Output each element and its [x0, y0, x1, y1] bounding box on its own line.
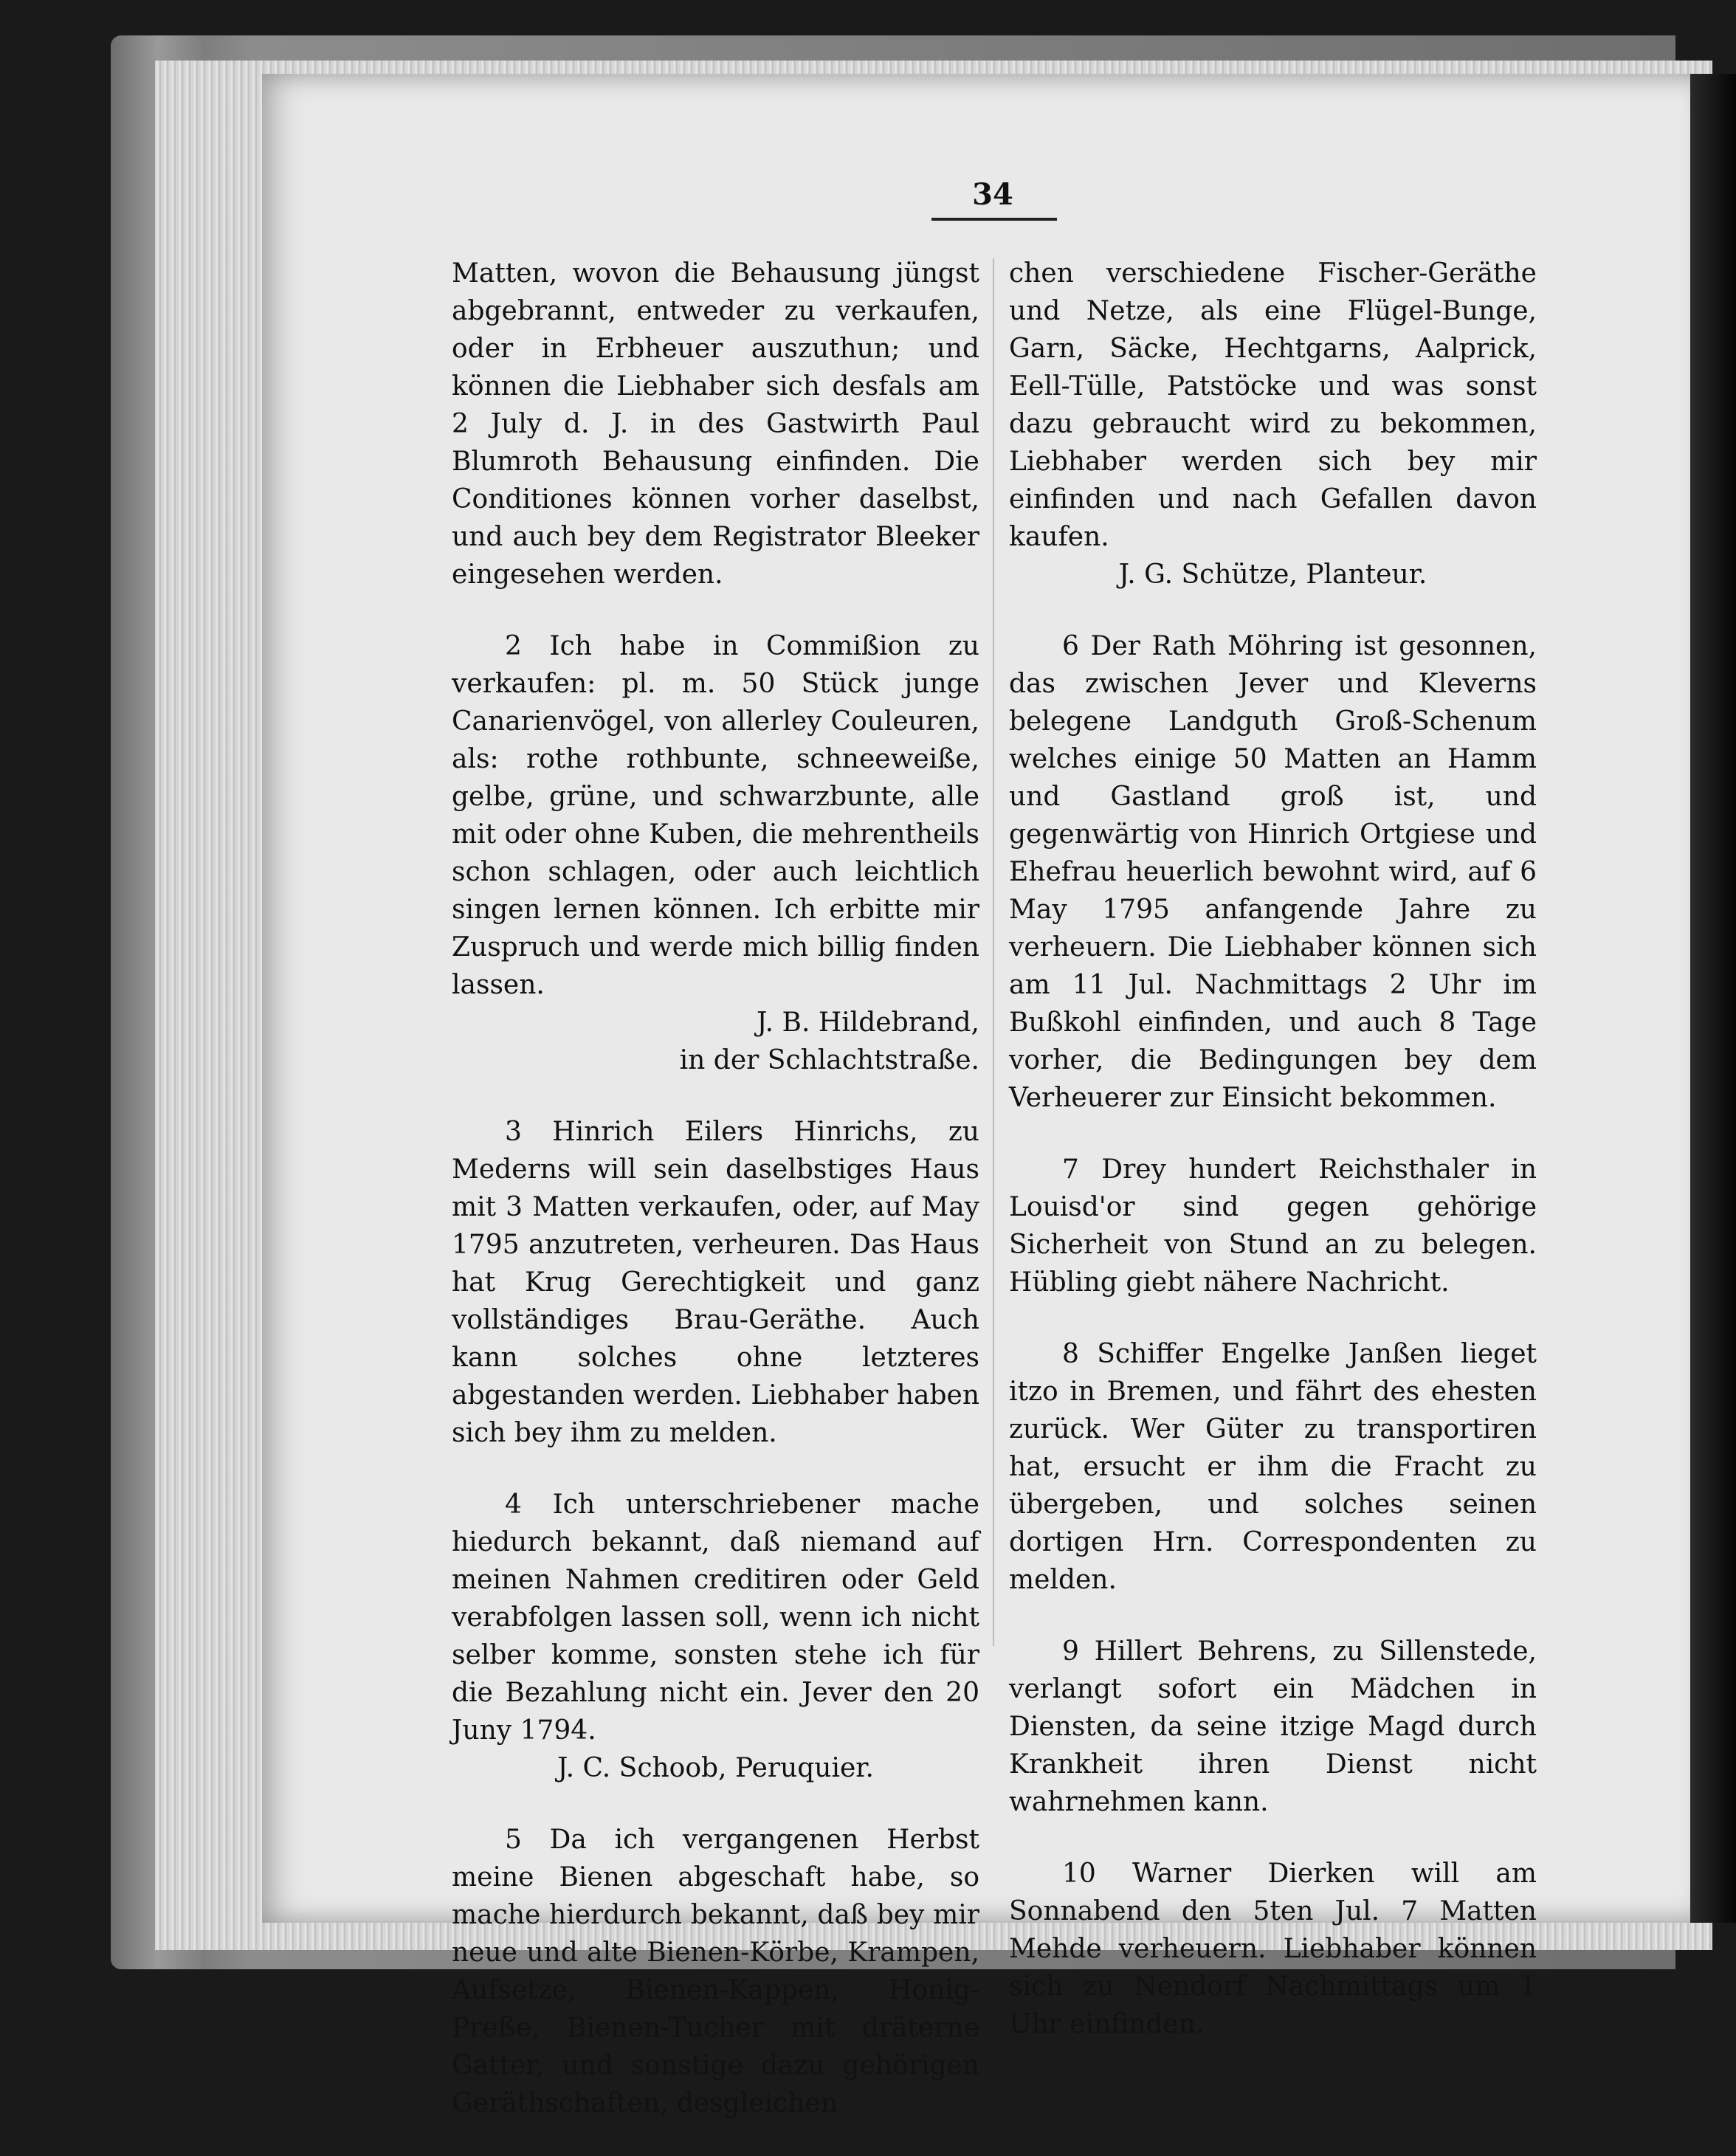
notice-5-continuation: chen verschiedene Fischer-Geräthe und Netze, als eine Flügel-Bunge, Garn, Säcke, Hechtgarns, Aalprick, Eell-Tülle, Patstöcke und was sonst dazu gebraucht wird zu bekommen, Liebhaber werden sich bey mir einfinden und nach Gefallen davon kaufen.: [1009, 258, 1537, 552]
notice-5-signature: J. G. Schütze, Planteur.: [1118, 559, 1427, 590]
notice-7: 7 Drey hundert Reichsthaler in Louisd'or sind gegen gehörige Sicherheit von Stund an zu belegen. Hübling giebt nähere Nachricht.: [1009, 1154, 1537, 1298]
notice-8: 8 Schiffer Engelke Janßen lieget itzo in Bremen, und fährt des ehesten zurück. Wer Güter zu transportiren hat, ersucht er ihm die Fracht zu übergeben, und solches seinen dortigen Hrn. Correspondenten zu melden.: [1009, 1339, 1537, 1595]
column-divider: [993, 258, 994, 1646]
header-rule: [931, 218, 1057, 221]
signature-address: in der Schlachtstraße.: [679, 1045, 979, 1075]
left-column: [452, 255, 979, 2156]
signature-name: J. B. Hildebrand,: [756, 1008, 979, 1038]
notice-2: 2 Ich habe in Commißion zu verkaufen: pl. m. 50 Stück junge Canarienvögel, von allerley Couleuren, als: rothe rothbunte, schneeweiße, gelbe, grüne, und schwarzbunte, alle mit oder ohne Kuben, die mehrentheils schon schlagen, oder auch leichtlich singen lernen können. Ich erbitte mir Zuspruch und werde mich billig finden lassen.: [452, 631, 979, 1000]
notice-4-signature: J. C. Schoob, Peruquier.: [557, 1753, 874, 1783]
notice-5: 5 Da ich vergangenen Herbst meine Bienen abgeschaft habe, so mache hierdurch bekannt, daß bey mir neue und alte Bienen-Körbe, Krampen, Aufsetze, Bienen-Kappen, Honig-Preße, Bienen-Tucher mit dräterne Gatter, und sonstige dazu gehörigen Geräthschaften, desgleichen: [452, 1825, 979, 2118]
page-number: 34: [972, 177, 1013, 212]
notice-4: 4 Ich unterschriebener mache hiedurch bekannt, daß niemand auf meinen Nahmen creditiren oder Geld verabfolgen lassen soll, wenn ich nicht selber komme, sonsten stehe ich für die Bezahlung nicht ein. Jever den 20 Juny 1794.: [452, 1489, 979, 1746]
notice-9: 9 Hillert Behrens, zu Sillenstede, verlangt sofort ein Mädchen in Diensten, da seine itzige Magd durch Krankheit ihren Dienst nicht wahrnehmen kann.: [1009, 1636, 1537, 1817]
notice-10: 10 Warner Dierken will am Sonnabend den 5ten Jul. 7 Matten Mehde verheuern. Liebhaber können sich zu Nendorf Nachmittags um 1 Uhr einfinden.: [1009, 1859, 1537, 2039]
notice-2-signature: [452, 1004, 979, 1079]
notice-continuation: Matten, wovon die Behausung jüngst abgebrannt, entweder zu verkaufen, oder in Erbheuer auszuthun; und können die Liebhaber sich desfals am 2 July d. J. in des Gastwirth Paul Blumroth Behausung einfinden. Die Conditiones können vorher daselbst, und auch bey dem Registrator Bleeker eingesehen werden.: [452, 258, 979, 590]
gutter-shadow: [1690, 74, 1736, 1923]
right-column: [1009, 255, 1537, 2077]
notice-6: 6 Der Rath Möhring ist gesonnen, das zwischen Jever und Kleverns belegene Landguth Groß-Schenum welches einige 50 Matten an Hamm und Gastland groß ist, und gegenwärtig von Hinrich Ortgiese und Ehefrau heuerlich bewohnt wird, auf 6 May 1795 anfangende Jahre zu verheuern. Die Liebhaber können sich am 11 Jul. Nachmittags 2 Uhr im Bußkohl einfinden, und auch 8 Tage vorher, die Bedingungen bey dem Verheuerer zur Einsicht bekommen.: [1009, 631, 1537, 1113]
notice-3: 3 Hinrich Eilers Hinrichs, zu Mederns will sein daselbstiges Haus mit 3 Matten verkaufen, oder, auf May 1795 anzutreten, verheuren. Das Haus hat Krug Gerechtigkeit und ganz vollständiges Brau-Geräthe. Auch kann solches ohne letzteres abgestanden werden. Liebhaber haben sich bey ihm zu melden.: [452, 1117, 979, 1448]
